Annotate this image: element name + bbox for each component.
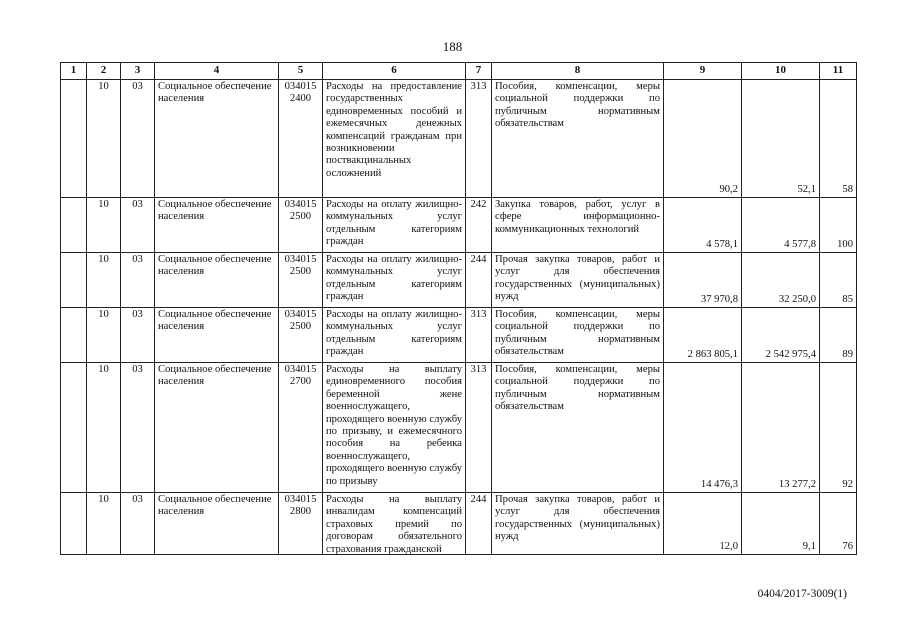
cell-actual-amount: 4 577,8 [742, 198, 820, 253]
cell-planned-amount: 90,2 [664, 80, 742, 198]
col-header: 3 [121, 63, 155, 80]
cell-planned-amount: 14 476,3 [664, 363, 742, 493]
cell-section-name: Социальное обеспечение населения [155, 308, 279, 363]
cell-subsection: 03 [121, 80, 155, 198]
col-header: 6 [323, 63, 466, 80]
col-header: 4 [155, 63, 279, 80]
cell-actual-amount: 32 250,0 [742, 253, 820, 308]
cell-percent: 100 [820, 198, 857, 253]
cell-section: 10 [87, 253, 121, 308]
col-header: 7 [466, 63, 492, 80]
cell-section: 10 [87, 198, 121, 253]
cell-expense-name: Расходы на оплату жилищно-коммунальных услуг отдельным категориям граждан [323, 198, 466, 253]
col-header: 8 [492, 63, 664, 80]
cell-section: 10 [87, 80, 121, 198]
cell-subsection: 03 [121, 308, 155, 363]
cell-empty [61, 198, 87, 253]
header-row [61, 63, 857, 80]
cell-section-name: Социальное обеспечение населения [155, 363, 279, 493]
table-row [61, 308, 857, 363]
cell-target-code: 034015 2500 [279, 308, 323, 363]
cell-empty [61, 308, 87, 363]
col-header: 5 [279, 63, 323, 80]
table-row [61, 253, 857, 308]
cell-expense-name: Расходы на выплату единовременного пособия беременной жене военнослужащего, проходящего военную службу по призыву, и ежемесячного пособия на ребенка военнослужащего, проходящего военную службу по призыву [323, 363, 466, 493]
cell-expense-type-code: 242 [466, 198, 492, 253]
cell-section: 10 [87, 308, 121, 363]
cell-target-code: 034015 2800 [279, 493, 323, 555]
cell-section: 10 [87, 493, 121, 555]
cell-expense-name: Расходы на оплату жилищно-коммунальных услуг отдельным категориям граждан [323, 253, 466, 308]
col-header: 11 [820, 63, 857, 80]
truncated-text: Расходы на выплату инвалидам компенсаций страховых премий по договорам обязательного страхования гражданской [326, 494, 462, 555]
cell-planned-amount: 37 970,8 [664, 253, 742, 308]
cell-percent: 76 [820, 493, 857, 555]
cell-target-code: 034015 2700 [279, 363, 323, 493]
cell-percent: 89 [820, 308, 857, 363]
col-header: 2 [87, 63, 121, 80]
table-row [61, 493, 857, 555]
cell-expense-type-name: Прочая закупка товаров, работ и услуг для обеспечения государственных (муниципальных) нужд [492, 493, 664, 555]
cell-actual-amount: 2 542 975,4 [742, 308, 820, 363]
table-row [61, 80, 857, 198]
cell-target-code: 034015 2400 [279, 80, 323, 198]
budget-table [60, 62, 857, 555]
page-number: 188 [442, 39, 463, 54]
cell-section-name: Социальное обеспечение населения [155, 198, 279, 253]
document-code: 0404/2017-3009(1) [757, 588, 847, 600]
cell-expense-type-name: Пособия, компенсации, меры социальной поддержки по публичным нормативным обязательствам [492, 308, 664, 363]
cell-expense-type-code: 313 [466, 308, 492, 363]
cell-percent: 85 [820, 253, 857, 308]
cell-subsection: 03 [121, 363, 155, 493]
cell-percent: 92 [820, 363, 857, 493]
cell-subsection: 03 [121, 493, 155, 555]
cell-expense-type-name: Прочая закупка товаров, работ и услуг для обеспечения государственных (муниципальных) нужд [492, 253, 664, 308]
table-row [61, 363, 857, 493]
cell-target-code: 034015 2500 [279, 198, 323, 253]
cell-subsection: 03 [121, 198, 155, 253]
table-row [61, 198, 857, 253]
cell-expense-type-code: 244 [466, 253, 492, 308]
cell-expense-type-code: 313 [466, 363, 492, 493]
cell-section-name: Социальное обеспечение населения [155, 253, 279, 308]
cell-empty [61, 253, 87, 308]
cell-target-code: 034015 2500 [279, 253, 323, 308]
cell-expense-name: Расходы на предоставление государственных единовременных пособий и ежемесячных денежных компенсаций гражданам при возникновении поствакцинальных осложнений [323, 80, 466, 198]
cell-planned-amount: 4 578,1 [664, 198, 742, 253]
cell-section-name: Социальное обеспечение населения [155, 80, 279, 198]
cell-actual-amount: 52,1 [742, 80, 820, 198]
cell-planned-amount: 2 863 805,1 [664, 308, 742, 363]
cell-expense-type-name: Пособия, компенсации, меры социальной поддержки по публичным нормативным обязательствам [492, 80, 664, 198]
cell-section: 10 [87, 363, 121, 493]
cell-expense-type-code: 244 [466, 493, 492, 555]
cell-actual-amount: 9,1 [742, 493, 820, 555]
cell-subsection: 03 [121, 253, 155, 308]
cell-section-name: Социальное обеспечение населения [155, 493, 279, 555]
cell-percent: 58 [820, 80, 857, 198]
cell-empty [61, 493, 87, 555]
col-header: 9 [664, 63, 742, 80]
col-header: 10 [742, 63, 820, 80]
cell-expense-type-code: 313 [466, 80, 492, 198]
cell-empty [61, 80, 87, 198]
col-header: 1 [61, 63, 87, 80]
cell-empty [61, 363, 87, 493]
cell-expense-name-truncated [323, 493, 466, 555]
cell-expense-name: Расходы на оплату жилищно-коммунальных услуг отдельным категориям граждан [323, 308, 466, 363]
cell-actual-amount: 13 277,2 [742, 363, 820, 493]
cell-expense-type-name: Пособия, компенсации, меры социальной поддержки по публичным нормативным обязательствам [492, 363, 664, 493]
cell-expense-type-name: Закупка товаров, работ, услуг в сфере информационно-коммуникационных технологий [492, 198, 664, 253]
cell-planned-amount: 12,0 [664, 493, 742, 555]
